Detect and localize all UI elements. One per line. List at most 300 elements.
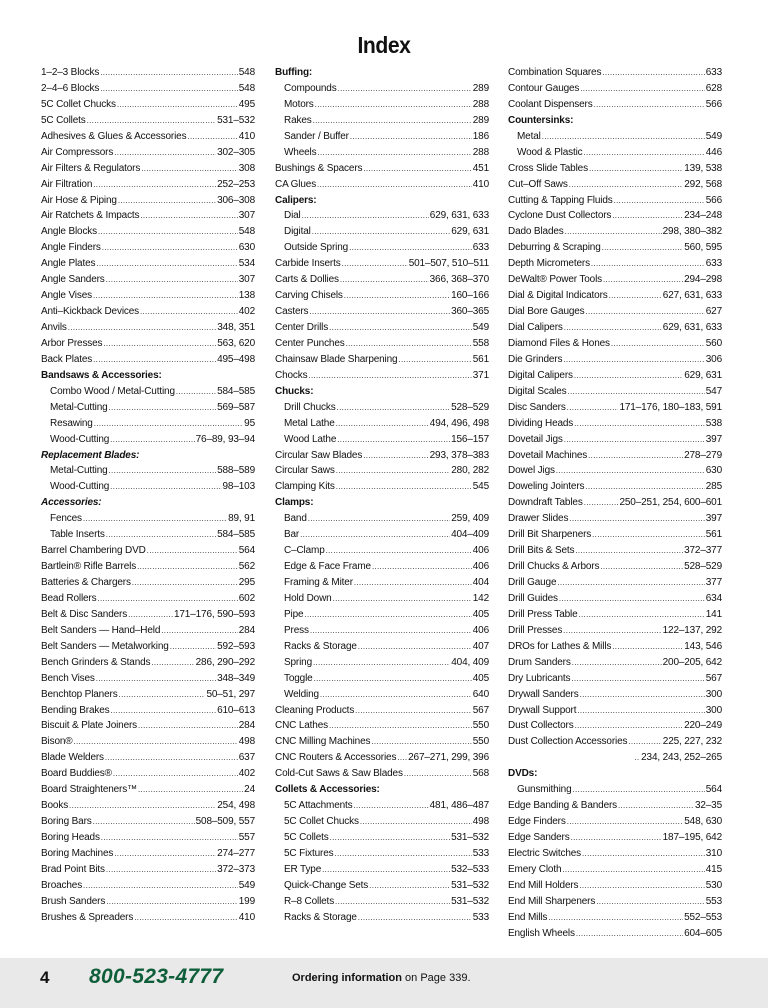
index-term: Countersinks:: [508, 114, 574, 126]
index-term: Dividing Heads: [508, 417, 574, 429]
index-pages: 545: [472, 481, 489, 493]
index-term: 5C Attachments: [284, 800, 353, 812]
index-entry: [275, 448, 489, 464]
dot-leader: [128, 607, 173, 623]
index-pages: 288: [472, 98, 489, 110]
index-term: Air Hose & Piping: [41, 194, 117, 206]
dot-leader: [580, 81, 704, 97]
dot-leader: [313, 655, 450, 671]
index-term: Chucks:: [275, 385, 314, 397]
dot-leader: [106, 272, 238, 288]
index-term: Drill Bit Sharpeners: [508, 529, 592, 541]
index-term: Dust Collectors: [508, 720, 574, 732]
dot-leader: [138, 718, 238, 734]
dot-leader: [151, 655, 194, 671]
dot-leader: [564, 320, 662, 336]
index-pages: 288: [472, 146, 489, 158]
index-term: Boring Heads: [41, 832, 100, 843]
index-pages: 547: [705, 385, 722, 397]
dot-leader: [344, 288, 450, 304]
index-entry: [508, 846, 722, 862]
index-term: Bartlein® Rifle Barrels: [41, 561, 137, 573]
index-term: Wood-Cutting: [50, 481, 110, 493]
index-entry: [508, 81, 722, 97]
dot-leader: [308, 368, 471, 384]
dot-leader: [611, 336, 705, 352]
index-pages: 404: [472, 577, 489, 588]
index-term: Digital Calipers: [508, 369, 573, 381]
dot-leader: [564, 432, 705, 448]
index-subentry: [41, 384, 255, 400]
index-term: Back Plates: [41, 353, 93, 365]
index-term: Cold-Cut Saws & Saw Blades: [275, 768, 403, 780]
index-pages: 397: [705, 513, 722, 525]
index-heading: [508, 113, 722, 129]
index-pages: 95: [244, 417, 255, 429]
dot-leader: [574, 416, 705, 432]
index-pages: 89, 91: [228, 513, 255, 525]
dot-leader: [358, 910, 472, 926]
index-term: CNC Milling Machines: [275, 736, 371, 748]
index-entry: [508, 208, 722, 224]
dot-leader: [326, 543, 472, 559]
index-entry-continuation: [508, 750, 722, 766]
index-entry: [41, 81, 255, 97]
index-term: End Mills: [508, 911, 548, 923]
ordering-info-rest: on Page 339.: [402, 972, 471, 984]
index-entry: [508, 304, 722, 320]
index-term: Bison®: [41, 736, 73, 748]
index-term: Angle Finders: [41, 242, 101, 254]
dot-leader: [579, 607, 705, 623]
index-pages: 498: [472, 816, 489, 828]
index-term: Dovetail Machines: [508, 449, 588, 461]
index-pages: 252–253: [217, 178, 255, 190]
index-pages: 377: [705, 577, 722, 588]
dot-leader: [559, 591, 705, 607]
index-pages: 567: [705, 672, 722, 684]
dot-leader: [329, 718, 472, 734]
index-pages: 307: [238, 210, 255, 222]
dot-leader: [372, 559, 472, 575]
index-term: End Mill Sharpeners: [508, 895, 596, 907]
index-entry: [275, 352, 489, 368]
index-term: Buffing:: [275, 67, 313, 78]
index-entry: [41, 671, 255, 687]
dot-leader: [582, 846, 705, 862]
dot-leader: [96, 671, 216, 687]
index-pages: 548: [238, 82, 255, 94]
dot-leader: [314, 671, 472, 687]
index-entry: [41, 256, 255, 272]
dot-leader: [313, 113, 472, 129]
index-term: Air Ratchets & Impacts: [41, 210, 140, 222]
index-pages: 566: [705, 98, 722, 110]
index-pages: 308: [238, 162, 255, 174]
dot-leader: [618, 798, 694, 814]
index-term: Welding: [284, 688, 319, 700]
index-term: Circular Saw Blades: [275, 449, 363, 461]
index-pages: 142: [472, 592, 489, 604]
index-subentry: [275, 97, 489, 113]
dot-leader: [93, 177, 216, 193]
index-subentry: [275, 846, 489, 862]
index-pages: 234, 243, 252–265: [641, 752, 722, 764]
index-column-1: [41, 65, 255, 926]
index-entry: [41, 607, 255, 623]
index-entry: [508, 878, 722, 894]
index-pages: 171–176, 590–593: [173, 608, 255, 620]
dot-leader: [363, 161, 471, 177]
index-term: Dowel Jigs: [508, 465, 555, 477]
index-pages: 306–308: [217, 194, 255, 206]
index-term: Edge Banding & Banders: [508, 800, 618, 812]
index-pages: 531–532: [451, 832, 489, 843]
index-pages: 548, 630: [684, 816, 722, 828]
dot-leader: [571, 671, 704, 687]
index-term: Wood & Plastic: [517, 146, 583, 158]
index-subentry: [275, 671, 489, 687]
index-entry: [508, 559, 722, 575]
dot-leader: [333, 591, 472, 607]
index-pages: 285: [705, 481, 722, 493]
dot-leader: [565, 224, 662, 240]
index-term: Bench Vises: [41, 672, 95, 684]
index-subentry: [275, 639, 489, 655]
index-subentry: [275, 559, 489, 575]
index-entry: [508, 830, 722, 846]
index-term: Electric Switches: [508, 847, 582, 859]
dot-leader: [569, 177, 684, 193]
index-term: Belt & Disc Sanders: [41, 608, 128, 620]
index-term: Racks & Storage: [284, 911, 357, 923]
index-entry: [41, 97, 255, 113]
page-title: Index: [357, 32, 411, 58]
index-subentry: [275, 416, 489, 432]
index-pages: 451: [472, 162, 489, 174]
ordering-info: [292, 972, 471, 984]
index-entry: [41, 543, 255, 559]
index-term: Dovetail Jigs: [508, 433, 563, 445]
index-pages: 495: [238, 98, 255, 110]
index-pages: 584–585: [217, 529, 255, 541]
index-pages: 286, 290–292: [195, 656, 255, 668]
dot-leader: [101, 830, 238, 846]
index-term: Edge Sanders: [508, 832, 570, 843]
index-pages: 300: [705, 688, 722, 700]
dot-leader: [83, 878, 238, 894]
index-term: Bar: [284, 529, 300, 541]
index-pages: 531–532: [451, 895, 489, 907]
index-entry: [508, 177, 722, 193]
index-term: Wheels: [284, 146, 317, 158]
dot-leader: [110, 479, 221, 495]
index-term: Anvils: [41, 322, 67, 333]
index-entry: [508, 352, 722, 368]
index-term: Barrel Chambering DVD: [41, 545, 146, 557]
index-term: Drawer Slides: [508, 513, 569, 525]
index-pages: 372–373: [217, 863, 255, 875]
index-term: Angle Blocks: [41, 226, 98, 238]
dot-leader: [573, 782, 705, 798]
index-pages: 284: [238, 720, 255, 732]
index-entry: [508, 926, 722, 942]
index-pages: 633: [705, 258, 722, 270]
index-entry: [508, 591, 722, 607]
index-term: Edge & Face Frame: [284, 561, 371, 573]
dot-leader: [567, 400, 619, 416]
index-term: End Mill Holders: [508, 879, 579, 891]
index-subentry: [275, 400, 489, 416]
index-entry: [508, 193, 722, 209]
index-entry: [41, 798, 255, 814]
dot-leader: [586, 304, 705, 320]
index-entry: [508, 575, 722, 591]
dot-leader: [594, 97, 705, 113]
dot-leader: [87, 113, 216, 129]
index-term: Press: [284, 624, 309, 636]
dot-leader: [557, 575, 704, 591]
index-pages: 549: [472, 322, 489, 333]
index-term: Boring Machines: [41, 847, 114, 859]
index-term: Rakes: [284, 114, 312, 126]
index-term: Anti–Kickback Devices: [41, 306, 140, 318]
index-entry: [508, 910, 722, 926]
dot-leader: [118, 193, 216, 209]
index-subentry: [508, 782, 722, 798]
index-term: Adhesives & Glues & Accessories: [41, 130, 187, 142]
index-pages: 407: [472, 640, 489, 652]
index-entry: [508, 272, 722, 288]
index-term: Wood-Cutting: [50, 433, 110, 445]
index-pages: 348–349: [217, 672, 255, 684]
dot-leader: [93, 814, 195, 830]
dot-leader: [161, 623, 238, 639]
index-pages: 592–593: [217, 640, 255, 652]
index-entry: [508, 894, 722, 910]
index-entry: [508, 320, 722, 336]
index-entry: [41, 703, 255, 719]
index-subentry: [275, 527, 489, 543]
index-term: Resawing: [50, 417, 93, 429]
dot-leader: [575, 718, 684, 734]
dot-leader: [563, 352, 704, 368]
dot-leader: [106, 862, 216, 878]
index-subentry: [41, 463, 255, 479]
index-term: ER Type: [284, 863, 322, 875]
index-pages: 156–157: [451, 433, 489, 445]
dot-leader: [140, 208, 237, 224]
index-entry: [41, 814, 255, 830]
index-pages: 366, 368–370: [429, 274, 489, 286]
index-entry: [275, 734, 489, 750]
index-term: 5C Collet Chucks: [284, 816, 359, 828]
index-pages: 143, 546: [684, 640, 722, 652]
index-pages: 289: [472, 82, 489, 94]
index-pages: 372–377: [684, 545, 722, 557]
index-entry: [41, 782, 255, 798]
index-term: Air Filtration: [41, 178, 93, 190]
index-entry: [41, 687, 255, 703]
index-term: Framing & Miter: [284, 577, 353, 588]
index-pages: 562: [238, 561, 255, 573]
dot-leader: [97, 591, 237, 607]
dot-leader: [119, 687, 206, 703]
index-subentry: [275, 432, 489, 448]
index-term: Emery Cloth: [508, 863, 562, 875]
index-pages: 293, 378–383: [429, 449, 489, 461]
index-entry: [508, 862, 722, 878]
page-number: 4: [40, 968, 50, 987]
index-pages: 549: [705, 130, 722, 142]
index-term: Drill Gauge: [508, 577, 557, 588]
index-pages: 566: [705, 194, 722, 206]
index-entry: [41, 113, 255, 129]
index-entry: [41, 862, 255, 878]
index-subentry: [275, 591, 489, 607]
index-entry: [41, 655, 255, 671]
index-term: Edge Finders: [508, 816, 566, 828]
index-term: Dial Bore Gauges: [508, 306, 585, 318]
index-term: Digital Scales: [508, 385, 567, 397]
dot-leader: [111, 703, 217, 719]
index-entry: [41, 591, 255, 607]
dot-leader: [360, 814, 472, 830]
index-pages: 628: [705, 82, 722, 94]
dot-leader: [602, 65, 704, 81]
index-subentry: [275, 543, 489, 559]
index-pages: 298, 380–382: [662, 226, 722, 238]
index-pages: 187–195, 642: [662, 832, 722, 843]
index-subentry: [41, 479, 255, 495]
index-subentry: [41, 511, 255, 527]
dot-leader: [628, 734, 661, 750]
dot-leader: [585, 479, 704, 495]
index-pages: 294–298: [684, 274, 722, 286]
dot-leader: [350, 129, 472, 145]
dot-leader: [106, 894, 238, 910]
index-entry: [275, 703, 489, 719]
index-entry: [275, 336, 489, 352]
index-term: Metal-Cutting: [50, 465, 108, 477]
index-pages: 139, 538: [684, 162, 722, 174]
index-subentry: [275, 814, 489, 830]
dot-leader: [354, 575, 472, 591]
index-term: Center Drills: [275, 322, 329, 333]
index-term: Batteries & Chargers: [41, 577, 131, 588]
index-subentry: [275, 240, 489, 256]
dot-leader: [317, 177, 472, 193]
index-term: Angle Sanders: [41, 274, 105, 286]
index-term: CA Glues: [275, 178, 317, 190]
index-term: Drill Press Table: [508, 608, 578, 620]
dot-leader: [315, 97, 472, 113]
dot-leader: [110, 432, 194, 448]
dot-leader: [102, 240, 238, 256]
index-term: Air Compressors: [41, 146, 114, 158]
dot-leader: [134, 910, 238, 926]
dot-leader: [103, 336, 216, 352]
index-heading: [41, 368, 255, 384]
dot-leader: [371, 734, 471, 750]
index-term: Replacement Blades:: [41, 449, 140, 461]
index-pages: 141: [705, 608, 722, 620]
index-term: Digital: [284, 226, 311, 238]
index-pages: 402: [238, 306, 255, 318]
index-pages: 295: [238, 577, 255, 588]
index-entry: [41, 623, 255, 639]
dot-leader: [336, 479, 472, 495]
dot-leader: [312, 224, 451, 240]
index-subentry: [275, 81, 489, 97]
dot-leader: [338, 81, 472, 97]
dot-leader: [574, 368, 683, 384]
dot-leader: [398, 352, 471, 368]
index-entry: [41, 161, 255, 177]
dot-leader: [300, 527, 450, 543]
index-term: Drill Bits & Sets: [508, 545, 575, 557]
index-entry: [41, 288, 255, 304]
dot-leader: [600, 559, 683, 575]
index-term: DeWalt® Power Tools: [508, 274, 602, 286]
index-pages: 397: [705, 433, 722, 445]
index-pages: 280, 282: [451, 465, 489, 477]
index-pages: 494, 496, 498: [429, 417, 489, 429]
index-term: Pipe: [284, 608, 304, 620]
index-entry: [508, 798, 722, 814]
index-pages: 627: [705, 306, 722, 318]
index-term: Center Punches: [275, 337, 345, 349]
index-pages: 410: [238, 911, 255, 923]
index-pages: 200–205, 642: [662, 656, 722, 668]
index-entry: [41, 208, 255, 224]
index-entry: [41, 878, 255, 894]
index-pages: 549: [238, 879, 255, 891]
index-entry: [508, 384, 722, 400]
index-pages: 553: [705, 895, 722, 907]
index-subentry: [275, 208, 489, 224]
index-entry: [41, 830, 255, 846]
index-pages: 633: [705, 67, 722, 78]
dot-leader: [612, 639, 683, 655]
index-term: 2–4–6 Blocks: [41, 82, 100, 94]
index-entry: [508, 671, 722, 687]
index-pages: 410: [472, 178, 489, 190]
index-entry: [41, 750, 255, 766]
dot-leader: [109, 400, 217, 416]
index-term: Compounds: [284, 82, 337, 94]
index-pages: 348, 351: [217, 322, 255, 333]
index-entry: [41, 718, 255, 734]
index-term: DVDs:: [508, 768, 538, 780]
index-term: CNC Routers & Accessories: [275, 752, 397, 764]
dot-leader: [132, 575, 238, 591]
dot-leader: [569, 511, 704, 527]
index-entry: [275, 288, 489, 304]
index-term: Bushings & Spacers: [275, 162, 363, 174]
index-entry: [41, 272, 255, 288]
index-pages: 567: [472, 704, 489, 716]
dot-leader: [571, 830, 662, 846]
index-pages: 171–176, 180–183, 591: [619, 401, 722, 413]
index-pages: 250–251, 254, 600–601: [619, 497, 722, 509]
index-pages: 568: [472, 768, 489, 780]
index-pages: 406: [472, 624, 489, 636]
index-pages: 588–589: [217, 465, 255, 477]
index-entry: [41, 145, 255, 161]
index-subentry: [41, 416, 255, 432]
index-pages: 528–529: [451, 401, 489, 413]
